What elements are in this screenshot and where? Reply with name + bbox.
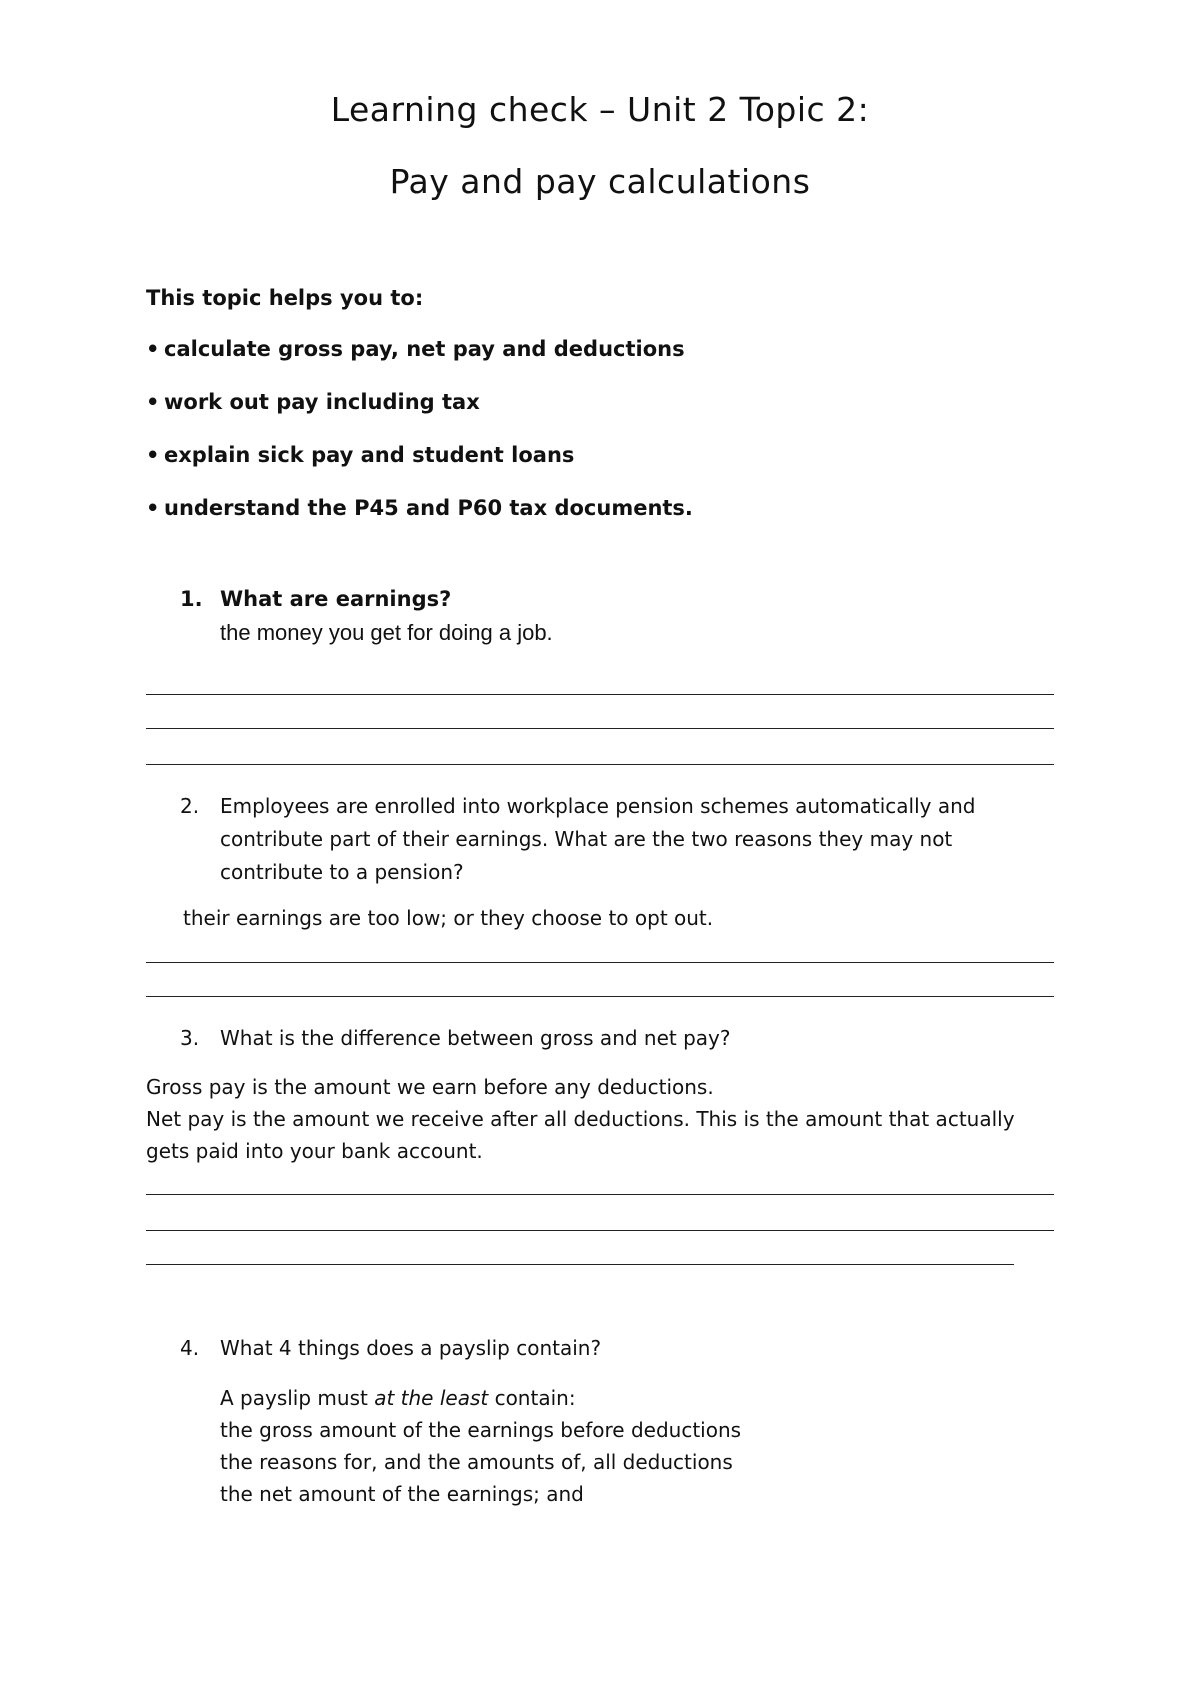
answer-line [146,1194,1054,1195]
answer-3 [146,1071,1056,1167]
answer-line-text: Gross pay is the amount we earn before any deductions. [146,1075,714,1099]
question-text: What are earnings? [220,587,452,611]
objective-text: calculate gross pay, net pay and deductions [164,337,685,361]
answer-line-text: the net amount of the earnings; and [220,1482,584,1506]
answer-4 [220,1382,741,1510]
question-text: What is the difference between gross and net pay? [220,1026,731,1050]
answer-line-text: the reasons for, and the amounts of, all deductions [220,1450,733,1474]
page-title: Learning check – Unit 2 Topic 2: [330,90,870,129]
answer-line-text: Net pay is the amount we receive after all deductions. This is the amount that actually gets paid into your bank account. [146,1107,1015,1163]
bullet-icon: • [146,443,160,467]
list-item [146,442,693,495]
bullet-icon: • [146,390,160,414]
answer-line [146,764,1054,765]
bullet-icon: • [146,496,160,520]
list-item [146,495,693,548]
emphasis-text: at the least [374,1386,489,1410]
objective-text: explain sick pay and student loans [164,443,575,467]
answer-1: the money you get for doing a job. [220,620,553,645]
list-item [146,389,693,442]
answer-line [146,694,1054,695]
answer-line [146,962,1054,963]
list-item [146,336,693,389]
answer-line [146,996,1054,997]
objective-text: work out pay including tax [164,390,480,414]
intro-heading: This topic helps you to: [146,286,424,310]
answer-line [146,1264,1014,1265]
learning-objectives-list [146,336,693,548]
question-number: 2. [180,794,200,818]
page-subtitle: Pay and pay calculations [389,162,811,201]
answer-2: their earnings are too low; or they choose to opt out. [183,906,714,930]
answer-intro-text: contain: [488,1386,576,1410]
answer-line [146,1230,1054,1231]
answer-line-text: the gross amount of the earnings before deductions [220,1418,742,1442]
bullet-icon: • [146,337,160,361]
objective-text: understand the P45 and P60 tax documents. [164,496,693,520]
question-text: What 4 things does a payslip contain? [220,1336,602,1360]
answer-intro-text: A payslip must [220,1386,375,1410]
answer-line [146,728,1054,729]
answer-intro [220,1382,741,1414]
question-number: 1. [180,587,203,611]
question-number: 4. [180,1336,200,1360]
question-number: 3. [180,1026,200,1050]
question-text: Employees are enrolled into workplace pension schemes automatically and contribute part of their earnings. What are the two reasons they may not contribute to a pension? [220,794,976,884]
